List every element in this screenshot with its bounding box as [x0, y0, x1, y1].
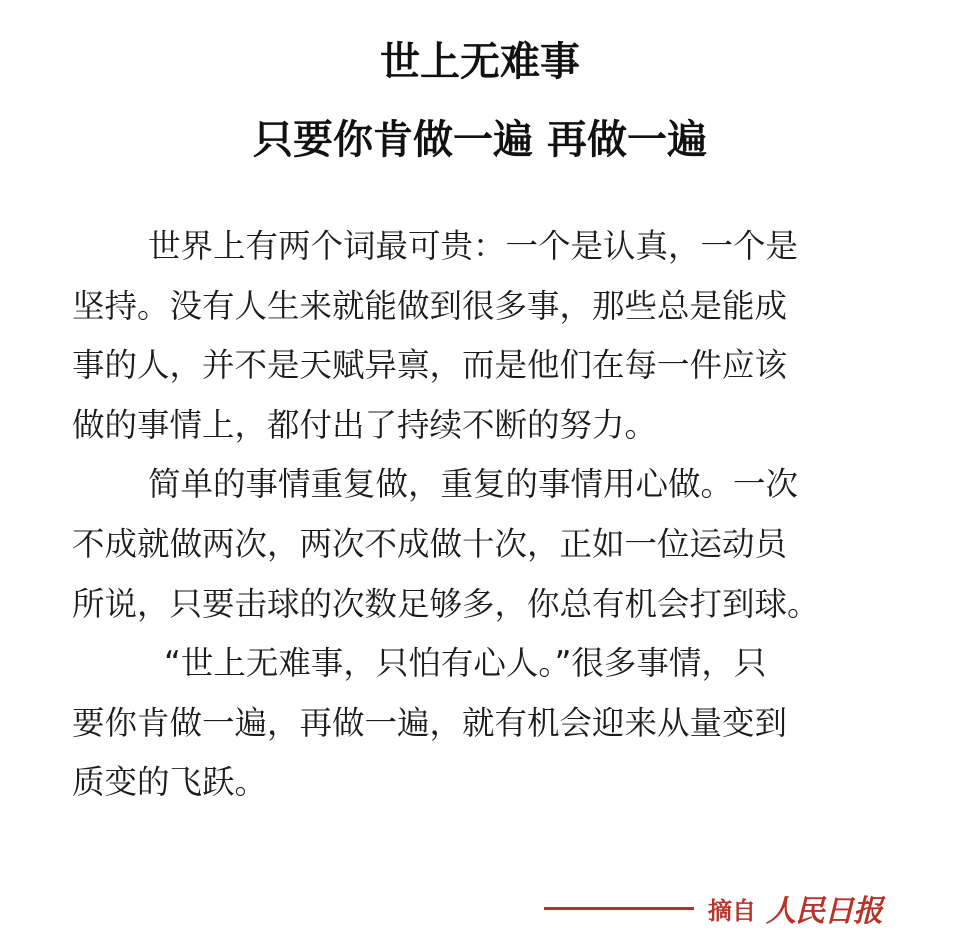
paragraph-3-line-2: 要你肯做一遍，再做一遍，就有机会迎来从量变到 [72, 703, 788, 742]
article-body [72, 217, 890, 813]
source-divider [544, 907, 694, 910]
paragraph-1-line-3: 事的人，并不是天赋异禀，而是他们在每一件应该 [72, 346, 788, 385]
paragraph-2-line-3: 所说，只要击球的次数足够多，你总有机会打到球。 [72, 584, 820, 623]
source-prefix: 摘自 [708, 895, 756, 925]
cropped-top-title [0, 0, 960, 6]
headline-line-1: 世上无难事 [380, 39, 580, 85]
paragraph-1-line-2: 坚持。没有人生来就能做到很多事，那些总是能成 [72, 286, 788, 325]
paragraph-3-line-1: “世上无难事，只怕有心人。”很多事情，只 [164, 644, 767, 683]
paragraph-2-line-2: 不成就做两次，两次不成做十次，正如一位运动员 [72, 524, 788, 563]
paragraph-1-line-1: 世界上有两个词最可贵：一个是认真，一个是 [148, 227, 799, 265]
paragraph-3-line-3: 质变的飞跃。 [72, 763, 268, 802]
paragraph-1-line-4: 做的事情上，都付出了持续不断的努力。 [72, 405, 658, 444]
paragraph-2-line-1: 简单的事情重复做，重复的事情用心做。一次 [148, 465, 799, 504]
newspaper-logo: 人民日报 [766, 894, 882, 929]
source-attribution [544, 884, 882, 932]
headline-line-2: 只要你肯做一遍 再做一遍 [253, 117, 707, 163]
